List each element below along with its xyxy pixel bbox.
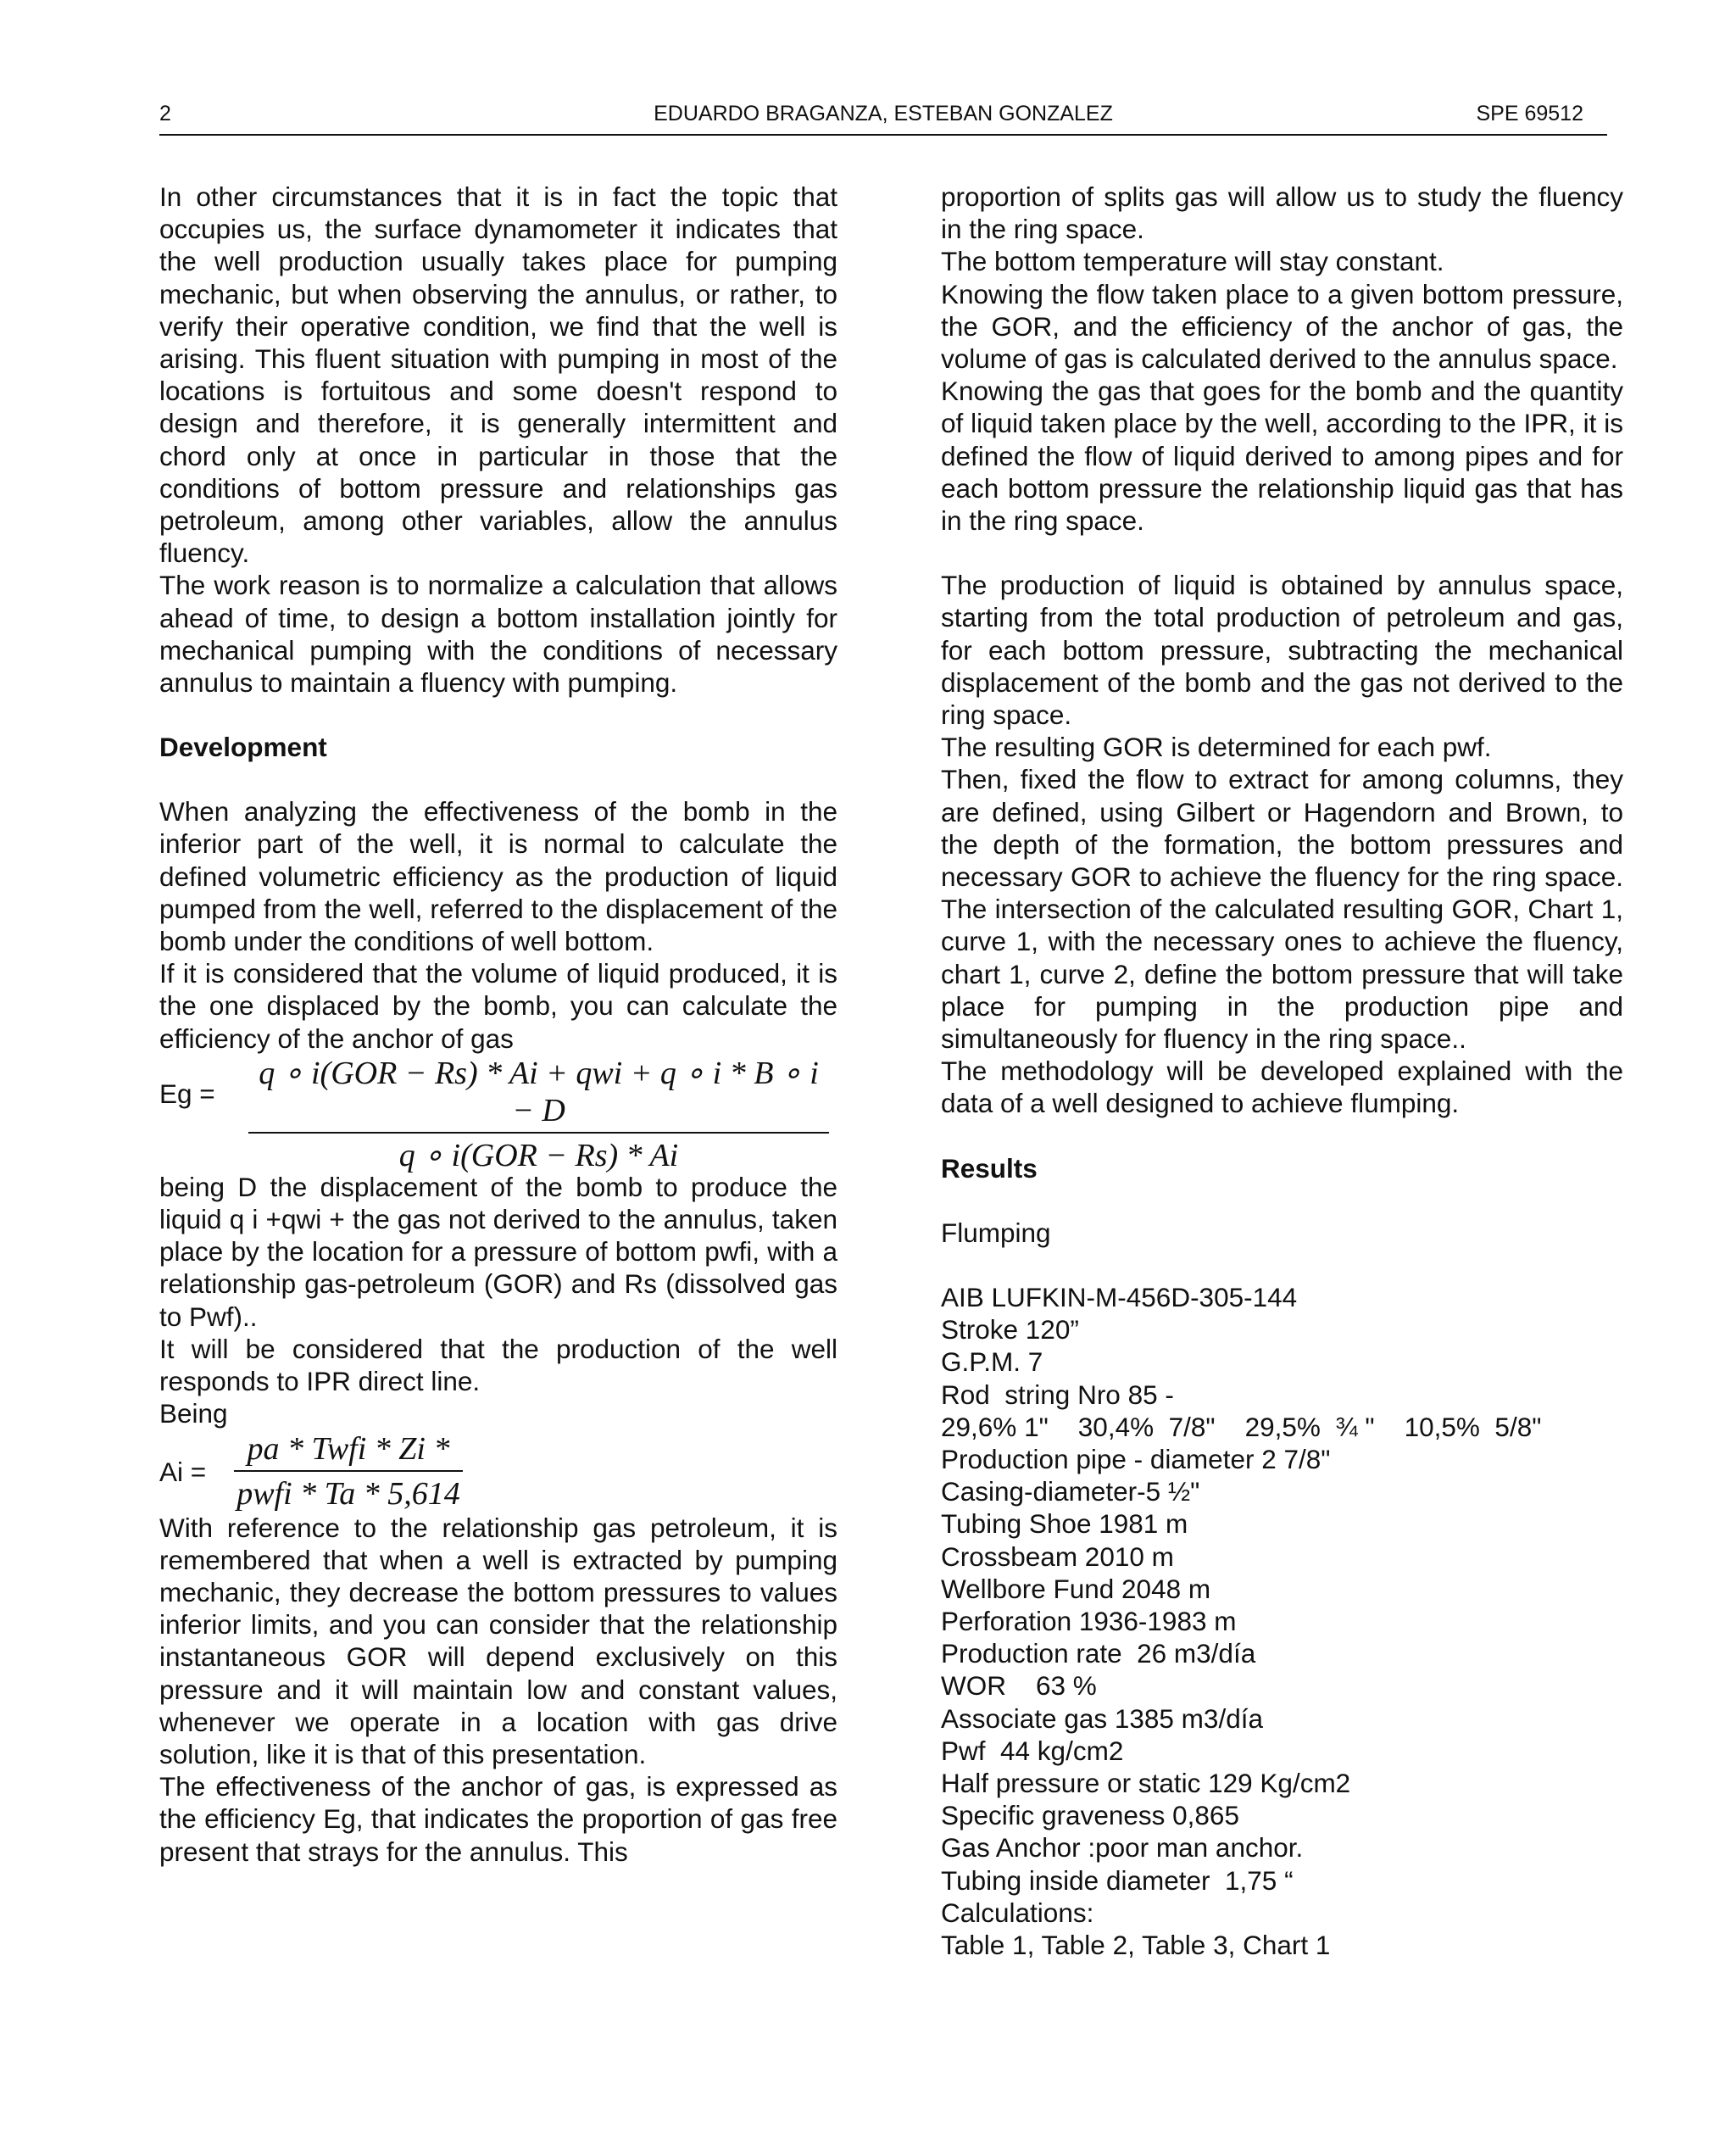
paragraph: The production of liquid is obtained by annulus space, starting from the total production of petroleum and gas, for each bottom pressure, subtracting the mechanical displacement of the bomb and the gas not derived to the ring space. (941, 570, 1623, 731)
right-column (941, 181, 1623, 1961)
paragraph: If it is considered that the volume of liquid produced, it is the one displaced by the bomb, you can calculate the efficiency of the anchor of gas (159, 958, 837, 1054)
equation-lhs: Eg = (159, 1078, 215, 1109)
equation-fraction (234, 1430, 463, 1513)
list-item: WOR 63 % (941, 1670, 1097, 1702)
list-item: G.P.M. 7 (941, 1346, 1043, 1378)
list-item: Production rate 26 m3/día (941, 1638, 1256, 1669)
running-authors: EDUARDO BRAGANZA, ESTEBAN GONZALEZ (654, 102, 1113, 125)
paragraph: Being (159, 1398, 228, 1429)
subheading-flumping: Flumping (941, 1217, 1051, 1248)
equation-numerator: q ∘ i(GOR − Rs) * Ai + qwi + q ∘ i * B ∘ i − D (259, 1055, 819, 1128)
paragraph: With reference to the relationship gas petroleum, it is remembered that when a well is extracted by pumping mechanic, they decrease the bottom pressures to values inferior limits, and you can consider that the relationship instantaneous GOR will depend exclusively on this pressure and it will maintain low and constant values, whenever we operate in a location with gas drive solution, like it is that of this presentation. (159, 1512, 837, 1769)
list-item: 29,6% 1" 30,4% 7/8" 29,5% ¾ " 10,5% 5/8" (941, 1411, 1542, 1442)
list-item: Specific graveness 0,865 (941, 1800, 1239, 1831)
paragraph: The effectiveness of the anchor of gas, is expressed as the efficiency Eg, that indicates the proportion of gas free present that strays for the annulus. This (159, 1771, 837, 1867)
well-data-list (941, 1281, 1623, 1961)
list-item: Perforation 1936-1983 m (941, 1605, 1237, 1636)
paragraph: being D the displacement of the bomb to produce the liquid q i +qwi + the gas not derived to the annulus, taken place by the location for a pressure of bottom pwfi, with a relationship gas-petroleum (GOR) and Rs (dissolved gas to Pwf).. (159, 1171, 837, 1332)
list-item: Rod string Nro 85 - (941, 1379, 1174, 1410)
paragraph: Knowing the gas that goes for the bomb and the quantity of liquid taken place by the well, according to the IPR, it is defined the flow of liquid derived to among pipes and for each bottom pressure the relationship liquid gas that has in the ring space. (941, 376, 1623, 537)
left-column (159, 181, 837, 1868)
fraction-bar (234, 1470, 463, 1472)
list-item: Wellbore Fund 2048 m (941, 1573, 1211, 1604)
list-item: Half pressure or static 129 Kg/cm2 (941, 1767, 1351, 1798)
list-item: Table 1, Table 2, Table 3, Chart 1 (941, 1929, 1331, 1960)
paragraph: The methodology will be developed explained with the data of a well designed to achieve flumping. (941, 1056, 1623, 1119)
fraction-bar (248, 1132, 829, 1134)
page-number: 2 (159, 102, 171, 125)
list-item: Production pipe - diameter 2 7/8" (941, 1443, 1331, 1474)
paragraph: The resulting GOR is determined for each pwf. (941, 732, 1492, 763)
section-heading-results: Results (941, 1152, 1038, 1184)
equation-ai (159, 1430, 837, 1512)
paragraph: proportion of splits gas will allow us to study the fluency in the ring space. (941, 181, 1623, 245)
paragraph: Then, fixed the flow to extract for among columns, they are defined, using Gilbert or Hagendorn and Brown, to the depth of the formation, the bottom pressures and necessary GOR to achieve the fluency for the ring space. The intersection of the calculated resulting GOR, Chart 1, curve 1, with the necessary ones to achieve the fluency, chart 1, curve 2, define the bottom pressure that will take place for pumping in the production pipe and simultaneously for fluency in the ring space.. (941, 764, 1623, 1055)
paragraph: When analyzing the effectiveness of the bomb in the inferior part of the well, it is normal to calculate the defined volumetric efficiency as the production of liquid pumped from the well, referred to the displacement of the bomb under the conditions of well bottom. (159, 796, 837, 957)
section-heading-development: Development (159, 732, 327, 763)
list-item: Stroke 120” (941, 1314, 1079, 1346)
paragraph: Knowing the flow taken place to a given bottom pressure, the GOR, and the efficiency of the anchor of gas, the volume of gas is calculated derived to the annulus space. (941, 278, 1623, 375)
equation-denominator: q ∘ i(GOR − Rs) * Ai (398, 1137, 679, 1173)
paragraph: The bottom temperature will stay constant. (941, 246, 1444, 277)
page-header (159, 100, 1607, 136)
equation-fraction (248, 1055, 829, 1174)
equation-denominator: pwfi * Ta * 5,614 (236, 1475, 460, 1512)
list-item: Calculations: (941, 1897, 1094, 1928)
list-item: Associate gas 1385 m3/día (941, 1702, 1263, 1734)
paragraph: It will be considered that the production of the well responds to IPR direct line. (159, 1333, 837, 1397)
list-item: Gas Anchor :poor man anchor. (941, 1832, 1304, 1864)
list-item: Tubing Shoe 1981 m (941, 1508, 1188, 1540)
list-item: Crossbeam 2010 m (941, 1540, 1174, 1572)
equation-lhs: Ai = (159, 1456, 207, 1487)
paragraph: In other circumstances that it is in fact the topic that occupies us, the surface dynamometer it indicates that the well production usually takes place for pumping mechanic, but when observing the annulus, or rather, to verify their operative condition, we find that the well is arising. This fluent situation with pumping in most of the locations is fortuitous and some doesn't respond to design and therefore, it is generally intermittent and chord only at once in particular in those that the conditions of bottom pressure and relationships gas petroleum, among other variables, allow the annulus fluency. (159, 181, 837, 569)
equation-eg (159, 1055, 837, 1173)
equation-numerator: pa * Twfi * Zi * (247, 1430, 450, 1467)
list-item: Casing-diameter-5 ½" (941, 1476, 1200, 1507)
paragraph: The work reason is to normalize a calculation that allows ahead of time, to design a bottom installation jointly for mechanical pumping with the conditions of necessary annulus to maintain a fluency with pumping. (159, 570, 837, 699)
list-item: AIB LUFKIN-M-456D-305-144 (941, 1281, 1298, 1312)
list-item: Pwf 44 kg/cm2 (941, 1735, 1124, 1766)
list-item: Tubing inside diameter 1,75 “ (941, 1864, 1294, 1896)
paper-id: SPE 69512 (1476, 102, 1583, 125)
